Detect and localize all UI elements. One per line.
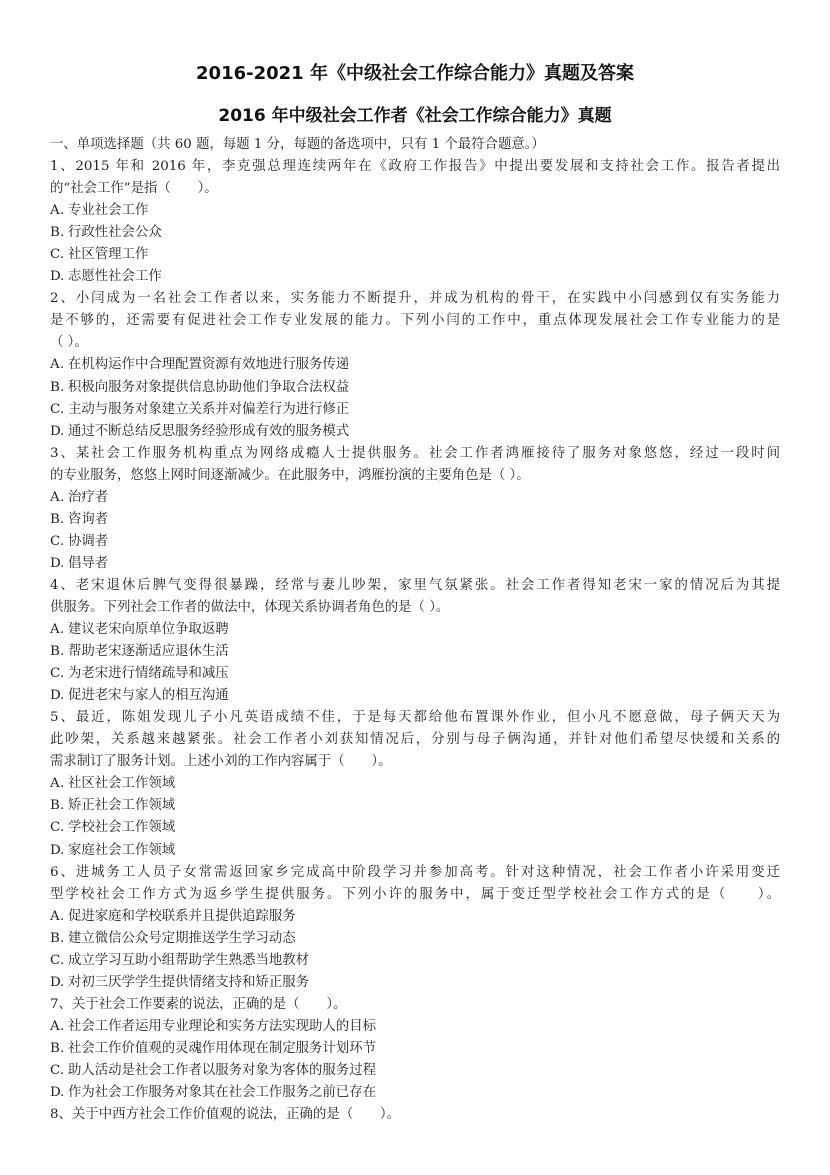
option-a: A. 在机构运作中合理配置资源有效地进行服务传递: [50, 357, 350, 373]
question-stem-line: 是不够的，还需要有促进社会工作专业发展的能力。下列小闫的工作中，重点体现发展社会工作专业能力的是: [50, 313, 780, 329]
question-stem-line: 4、老宋退休后脾气变得很暴躁，经常与妻儿吵架，家里气氛紧张。社会工作者得知老宋一家的情况后为其提: [50, 577, 780, 593]
option-c: C. 社区管理工作: [50, 247, 149, 263]
section-header: 一、单项选择题（共 60 题，每题 1 分，每题的备选项中，只有 1 个最符合题意。）: [50, 137, 545, 152]
question-stem-line: 2、小闫成为一名社会工作者以来，实务能力不断提升，并成为机构的骨干，在实践中小闫感到仅有实务能力: [50, 291, 780, 307]
option-d: D. 作为社会工作服务对象其在社会工作服务之前已存在: [50, 1085, 376, 1101]
option-d: D. 家庭社会工作领域: [50, 842, 176, 858]
option-a: A. 建议老宋向原单位争取返聘: [50, 622, 229, 638]
option-b: B. 积极向服务对象提供信息协助他们争取合法权益: [50, 379, 350, 395]
question-stem-line: 的“社会工作”是指（ ）。: [50, 181, 218, 197]
option-b: B. 行政性社会公众: [50, 225, 162, 241]
question-stem-line: 需求制订了服务计划。上述小刘的工作内容属于（ ）。: [50, 754, 392, 770]
option-d: D. 志愿性社会工作: [50, 269, 162, 285]
question-stem-line: 3、某社会工作服务机构重点为网络成瘾人士提供服务。社会工作者鸿雁接待了服务对象悠悠，经过一段时间: [50, 445, 780, 461]
question-2: [50, 288, 785, 442]
option-a: A. 治疗者: [50, 489, 109, 505]
question-stem-line: 8、关于中西方社会工作价值观的说法，正确的是（ ）。: [50, 1107, 400, 1123]
question-stem-line: 的专业服务，悠悠上网时间逐渐减少。在此服务中，鸿雁扮演的主要角色是（ ）。: [50, 467, 530, 483]
question-4: [50, 575, 785, 707]
option-c: C. 主动与服务对象建立关系并对偏差行为进行修正: [50, 401, 350, 417]
question-6: [50, 862, 785, 994]
option-d: D. 促进老宋与家人的相互沟通: [50, 688, 229, 704]
question-7: [50, 994, 785, 1104]
option-b: B. 矫正社会工作领域: [50, 798, 176, 814]
option-a: A. 社区社会工作领域: [50, 776, 176, 792]
question-stem-line: 5、最近，陈姐发现儿子小凡英语成绩不佳，于是每天都给他布置课外作业，但小凡不愿意做，母子俩天天为: [50, 710, 780, 726]
question-stem-line: 型学校社会工作方式为返乡学生提供服务。下列小许的服务中，属于变迁型学校社会工作方式的是（ ）。: [50, 886, 780, 902]
question-8: [50, 1104, 785, 1126]
option-a: A. 专业社会工作: [50, 203, 149, 219]
document-body: [50, 134, 785, 1126]
option-b: B. 建立微信公众号定期推送学生学习动态: [50, 930, 296, 946]
option-c: C. 协调者: [50, 533, 109, 549]
question-5: [50, 707, 785, 861]
document-title: 2016-2021 年《中级社会工作综合能力》真题及答案: [196, 63, 634, 84]
question-stem-line: （ ）。: [50, 335, 88, 351]
option-a: A. 社会工作者运用专业理论和实务方法实现助人的目标: [50, 1018, 376, 1034]
question-stem-line: 7、关于社会工作要素的说法，正确的是（ ）。: [50, 996, 347, 1012]
option-d: D. 对初三厌学学生提供情绪支持和矫正服务: [50, 974, 310, 990]
question-1: [50, 156, 785, 288]
option-b: B. 社会工作价值观的灵魂作用体现在制定服务计划环节: [50, 1040, 376, 1056]
option-c: C. 助人活动是社会工作者以服务对象为客体的服务过程: [50, 1062, 376, 1078]
option-a: A. 促进家庭和学校联系并且提供追踪服务: [50, 908, 296, 924]
option-c: C. 成立学习互助小组帮助学生熟悉当地教材: [50, 952, 310, 968]
document-subtitle: 2016 年中级社会工作者《社会工作综合能力》真题: [218, 106, 612, 126]
question-stem-line: 供服务。下列社会工作者的做法中，体现关系协调者角色的是（ ）。: [50, 599, 450, 615]
question-stem-line: 6、进城务工人员子女常需返回家乡完成高中阶段学习并参加高考。针对这种情况，社会工作者小许采用变迁: [50, 864, 780, 880]
option-c: C. 为老宋进行情绪疏导和减压: [50, 666, 229, 682]
option-d: D. 倡导者: [50, 555, 109, 571]
question-stem-line: 此吵架，关系越来越紧张。社会工作者小刘获知情况后，分别与母子俩沟通，并针对他们希望尽快缓和关系的: [50, 732, 780, 748]
option-b: B. 咨询者: [50, 511, 109, 527]
option-b: B. 帮助老宋逐渐适应退休生活: [50, 644, 229, 660]
option-d: D. 通过不断总结反思服务经验形成有效的服务模式: [50, 423, 350, 439]
question-3: [50, 443, 785, 575]
question-stem-line: 1、2015 年和 2016 年，李克强总理连续两年在《政府工作报告》中提出要发展和支持社会工作。报告者提出: [50, 159, 780, 175]
option-c: C. 学校社会工作领域: [50, 820, 176, 836]
